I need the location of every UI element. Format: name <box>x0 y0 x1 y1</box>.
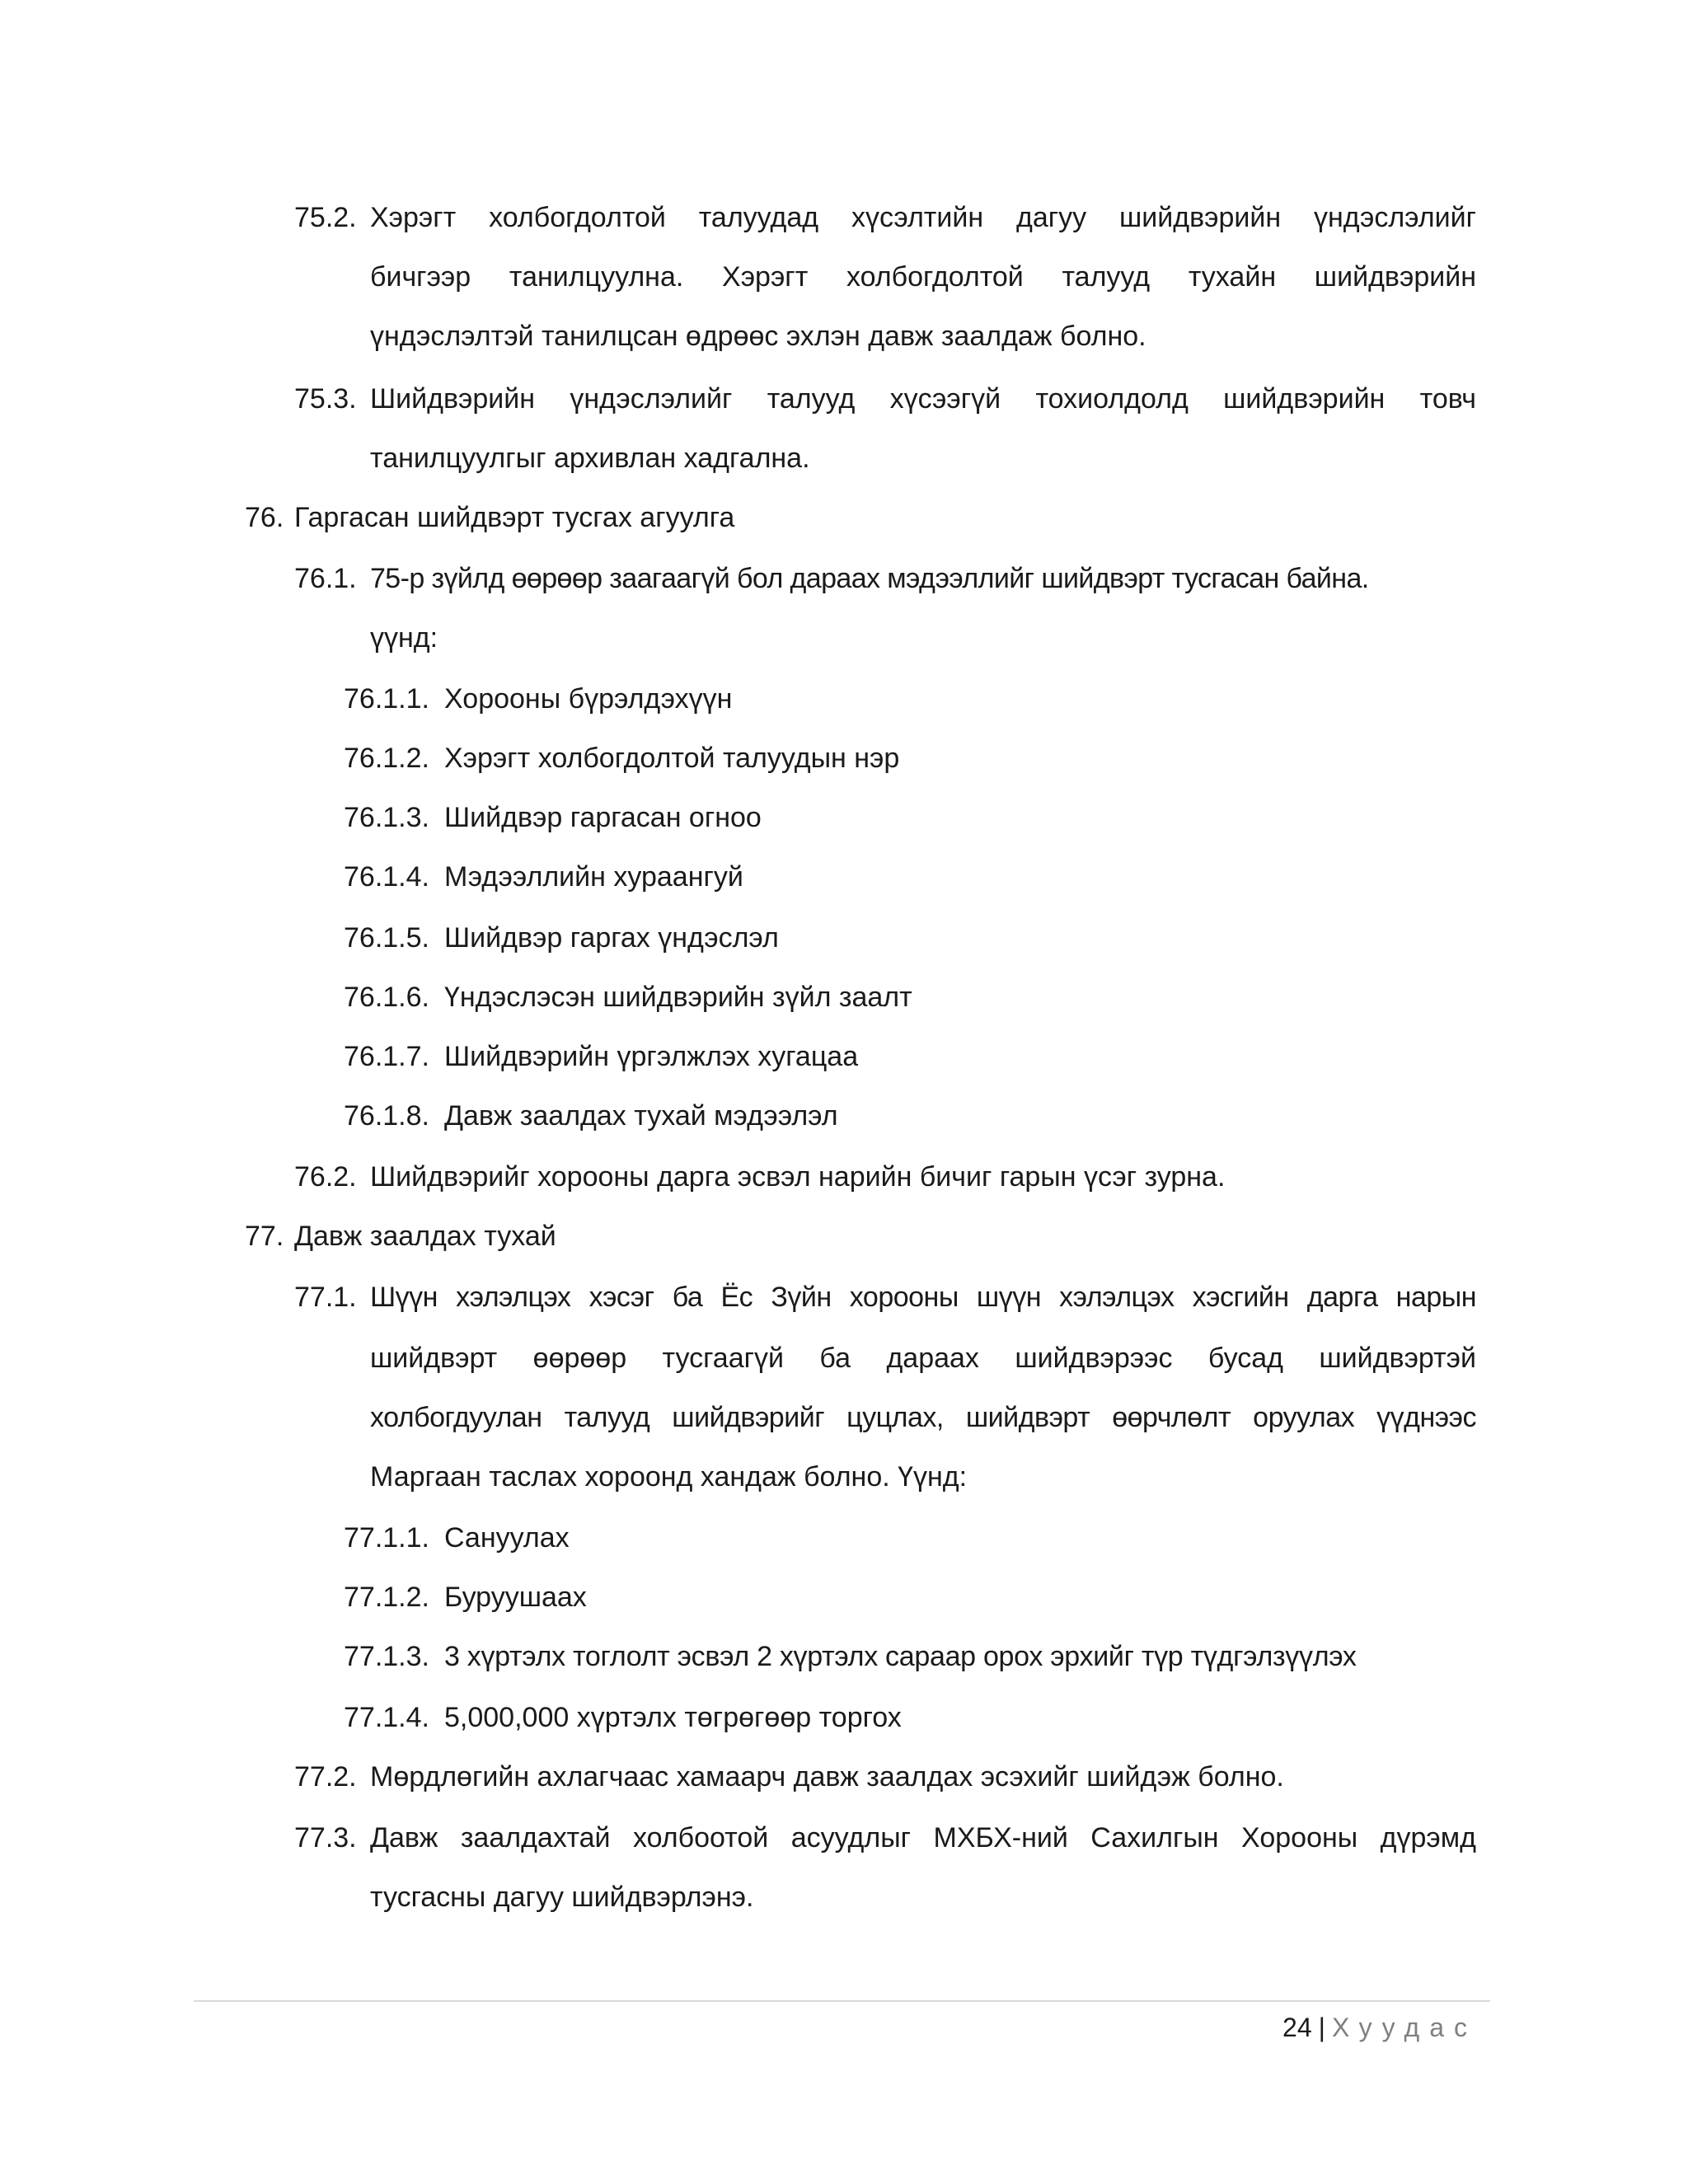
subitem-number: 77.1.4. <box>344 1702 429 1733</box>
subitem-text: 5,000,000 хүртэлх төгрөгөөр торгох <box>444 1702 902 1733</box>
item-text-line: Шийдвэрийг хорооны дарга эсвэл нарийн бичиг гарын үсэг зурна. <box>370 1161 1226 1193</box>
page-label: Хуудас <box>1331 2013 1477 2042</box>
subitem-number: 76.1.8. <box>344 1100 429 1132</box>
item-text-line: холбогдуулан талууд шийдвэрийг цуцлах, шийдвэрт өөрчлөлт оруулах үүднээс <box>370 1402 1476 1433</box>
subitem-text: Давж заалдах тухай мэдээлэл <box>444 1100 838 1132</box>
item-number: 75.3. <box>294 383 357 415</box>
footer-divider <box>194 2000 1490 2002</box>
item-text-line: Мөрдлөгийн ахлагчаас хамаарч давж заалдах эсэхийг шийдэж болно. <box>370 1761 1284 1793</box>
item-text-line: үндэслэлтэй танилцсан өдрөөс эхлэн давж заалдаж болно. <box>370 321 1146 352</box>
item-text-line: үүнд: <box>370 622 438 654</box>
subitem-number: 76.1.2. <box>344 743 429 774</box>
section-number: 76. <box>245 502 284 533</box>
item-text-line: Шүүн хэлэлцэх хэсэг ба Ёс Зүйн хорооны шүүн хэлэлцэх хэсгийн дарга нарын <box>370 1282 1476 1313</box>
subitem-number: 77.1.3. <box>344 1641 429 1672</box>
item-text-line: Маргаан таслах хороонд хандаж болно. Үүнд: <box>370 1461 968 1493</box>
subitem-text: Сануулах <box>444 1522 570 1554</box>
item-number: 77.3. <box>294 1822 357 1854</box>
item-text-line: Хэрэгт холбогдолтой талуудад хүсэлтийн дагуу шийдвэрийн үндэслэлийг <box>370 202 1476 233</box>
item-text-line: 75-р зүйлд өөрөөр заагаагүй бол дараах мэдээллийг шийдвэрт тусгасан байна. <box>370 563 1369 594</box>
section-heading: Давж заалдах тухай <box>294 1221 556 1252</box>
subitem-number: 77.1.1. <box>344 1522 429 1554</box>
item-text-line: шийдвэрт өөрөөр тусгаагүй ба дараах шийдвэрээс бусад шийдвэртэй <box>370 1343 1476 1374</box>
subitem-number: 76.1.7. <box>344 1041 429 1072</box>
subitem-number: 76.1.5. <box>344 922 429 954</box>
subitem-number: 76.1.6. <box>344 982 429 1013</box>
section-heading: Гаргасан шийдвэрт тусгах агуулга <box>294 502 735 533</box>
item-number: 77.2. <box>294 1761 357 1793</box>
subitem-text: Үндэслэсэн шийдвэрийн зүйл заалт <box>444 982 912 1013</box>
subitem-text: Шийдвэрийн үргэлжлэх хугацаа <box>444 1041 859 1072</box>
subitem-number: 76.1.1. <box>344 683 429 715</box>
page-footer <box>1282 2009 1477 2046</box>
subitem-text: Шийдвэр гаргах үндэслэл <box>444 922 779 954</box>
section-number: 77. <box>245 1221 284 1252</box>
page-number: 24 <box>1282 2013 1312 2042</box>
subitem-text: Шийдвэр гаргасан огноо <box>444 802 762 833</box>
subitem-text: Хорооны бүрэлдэхүүн <box>444 683 733 715</box>
subitem-text: Буруушаах <box>444 1582 587 1613</box>
item-number: 77.1. <box>294 1282 357 1313</box>
item-text-line: тусгасны дагуу шийдвэрлэнэ. <box>370 1882 754 1913</box>
subitem-number: 76.1.3. <box>344 802 429 833</box>
item-text-line: танилцуулгыг архивлан хадгална. <box>370 443 810 474</box>
item-number: 76.2. <box>294 1161 357 1193</box>
item-number: 75.2. <box>294 202 357 233</box>
subitem-text: Мэдээллийн хураангуй <box>444 861 743 893</box>
subitem-text: 3 хүртэлх тоглолт эсвэл 2 хүртэлх сараар орох эрхийг түр түдгэлзүүлэх <box>444 1641 1357 1672</box>
subitem-number: 76.1.4. <box>344 861 429 893</box>
item-text-line: Шийдвэрийн үндэслэлийг талууд хүсээгүй тохиолдолд шийдвэрийн товч <box>370 383 1476 415</box>
item-text-line: Давж заалдахтай холбоотой асуудлыг МХБХ-ний Сахилгын Хорооны дүрэмд <box>370 1822 1476 1854</box>
subitem-number: 77.1.2. <box>344 1582 429 1613</box>
subitem-text: Хэрэгт холбогдолтой талуудын нэр <box>444 743 900 774</box>
item-number: 76.1. <box>294 563 357 594</box>
footer-separator: | <box>1318 2013 1325 2042</box>
item-text-line: бичгээр танилцуулна. Хэрэгт холбогдолтой талууд тухайн шийдвэрийн <box>370 261 1476 293</box>
